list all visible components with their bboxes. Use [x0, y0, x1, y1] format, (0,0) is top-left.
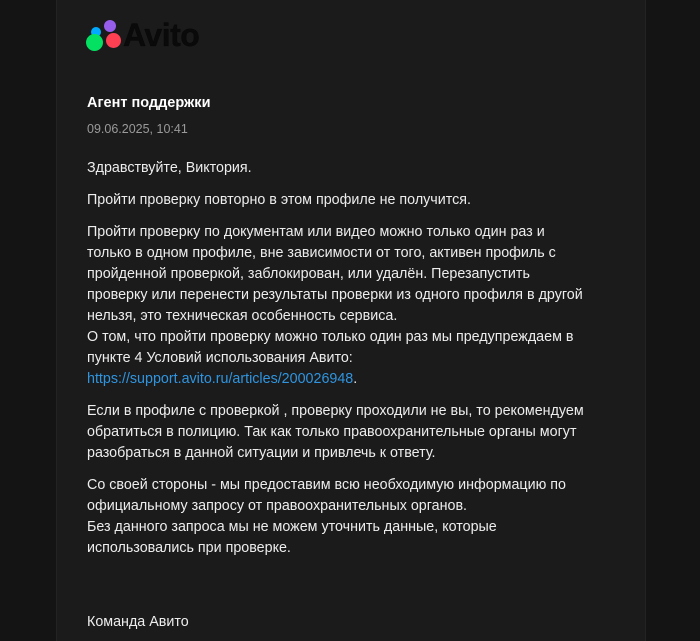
paragraph-4-line: официальному запросу от правоохранительных органов. — [87, 498, 468, 514]
signature: Команда Авито — [87, 614, 189, 630]
paragraph-2-line: Пройти проверку по документам или видео можно только один раз и — [87, 224, 545, 240]
paragraph-4 — [87, 475, 617, 559]
link-suffix: . — [353, 371, 358, 387]
logo-dot-purple — [104, 20, 116, 32]
logo-dot-green — [86, 34, 103, 51]
avito-logo[interactable] — [86, 18, 199, 52]
paragraph-4-line: Без данного запроса мы не можем уточнить данные, которые — [87, 519, 497, 535]
paragraph-2-line: только в одном профиле, вне зависимости от того, активен профиль с — [87, 245, 556, 261]
paragraph-4-line: использовались при проверке. — [87, 540, 291, 556]
paragraph-3-line: обратиться в полицию. Так как только правоохранительные органы могут — [87, 424, 577, 440]
paragraph-1: Пройти проверку повторно в этом профиле не получится. — [87, 192, 471, 208]
paragraph-2-line: нельзя, это техническая особенность сервиса. — [87, 308, 398, 324]
paragraph-2 — [87, 222, 617, 390]
message-datetime: 09.06.2025, 10:41 — [87, 122, 188, 136]
sender-name: Агент поддержки — [87, 95, 211, 111]
paragraph-3 — [87, 401, 617, 464]
paragraph-3-line: Если в профиле с проверкой , проверку проходили не вы, то рекомендуем — [87, 403, 584, 419]
paragraph-2-line: пункте 4 Условий использования Авито: — [87, 350, 353, 366]
paragraph-2-line: О том, что пройти проверку можно только один раз мы предупреждаем в — [87, 329, 574, 345]
logo-dot-red — [106, 33, 121, 48]
avito-logo-icon — [86, 18, 120, 52]
greeting: Здравствуйте, Виктория. — [87, 160, 252, 176]
paragraph-2-line: проверку или перенести результаты проверки из одного профиля в другой — [87, 287, 583, 303]
message-body — [87, 158, 617, 570]
avito-wordmark: Avito — [123, 17, 200, 53]
paragraph-4-line: Со своей стороны - мы предоставим всю необходимую информацию по — [87, 477, 566, 493]
paragraph-2-line: пройденной проверкой, заблокирован, или удалён. Перезапустить — [87, 266, 530, 282]
paragraph-3-line: разобраться в данной ситуации и привлечь к ответу. — [87, 445, 436, 461]
support-article-link[interactable]: https://support.avito.ru/articles/200026948 — [87, 371, 354, 387]
